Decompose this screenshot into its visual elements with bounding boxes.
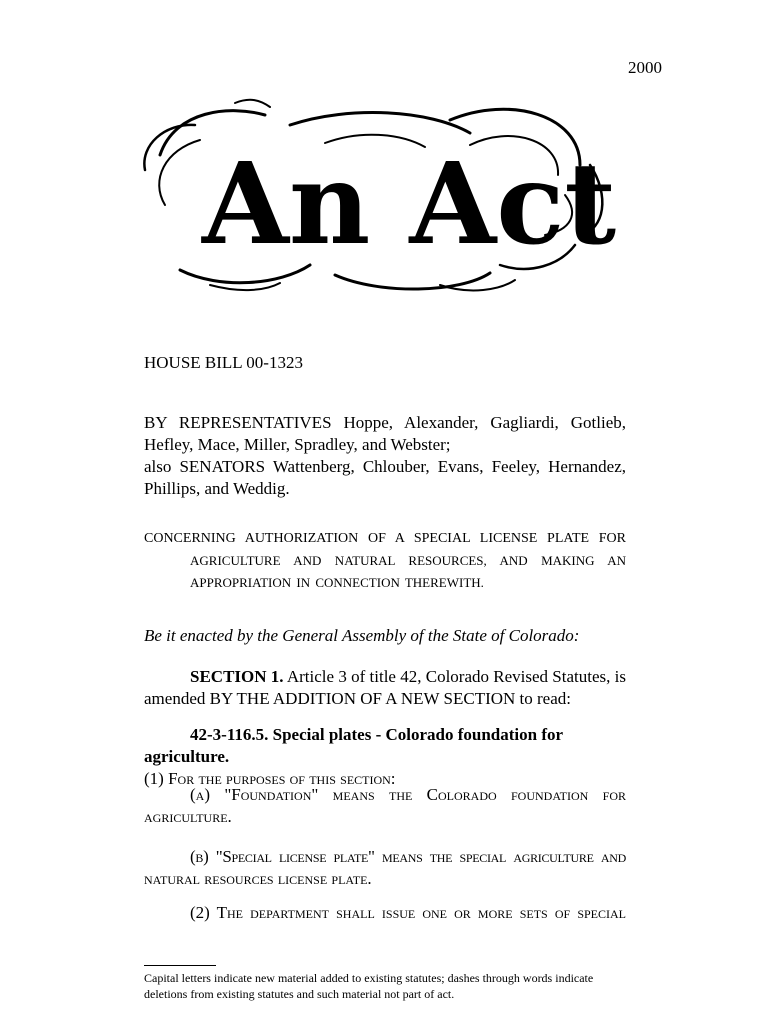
concerning-line-1: CONCERNING AUTHORIZATION OF A SPECIAL LICENSE PLATE FOR (144, 531, 626, 546)
sponsors (144, 412, 626, 500)
concerning-title (144, 528, 626, 594)
bill-number: HOUSE BILL 00-1323 (144, 353, 303, 372)
logo-text: An Act (202, 139, 617, 270)
senators-list: also SENATORS Wattenberg, Chlouber, Evans, Feeley, Hernandez, Phillips, and Weddig. (144, 457, 626, 498)
paragraph-a-line-1: (a) "Foundation" means the Colorado foundation for (190, 785, 626, 804)
subsection-1: (1) For the purposes of this section: (144, 769, 396, 788)
paragraph-b-line-2: natural resources license plate. (144, 869, 372, 888)
section-1-text-1: Article 3 of title 42, Colorado Revised Statutes, is (283, 667, 626, 686)
concerning-line-3: APPROPRIATION IN CONNECTION THEREWITH. (190, 575, 484, 590)
concerning-line-2: AGRICULTURE AND NATURAL RESOURCES, AND MAKING AN (190, 553, 626, 568)
subsection-2-line-1: (2) The department shall issue one or more sets of special (190, 903, 626, 922)
paragraph-b-line-1: (b) "Special license plate" means the special agriculture and (190, 847, 626, 866)
representatives-list: BY REPRESENTATIVES Hoppe, Alexander, Gagliardi, Gotlieb, Hefley, Mace, Miller, Spradley, and Webster; (144, 413, 626, 454)
statute-heading-block (144, 724, 626, 790)
section-1-label: SECTION 1. (190, 667, 284, 686)
paragraph-b (144, 846, 626, 890)
section-1 (144, 666, 626, 710)
statute-heading: 42-3-116.5. Special plates - Colorado foundation for agriculture. (144, 725, 563, 766)
paragraph-a (144, 784, 626, 828)
year-label: 2000 (628, 58, 662, 77)
an-act-logo (140, 95, 620, 305)
footnote-rule (144, 965, 216, 966)
subsection-2 (144, 902, 626, 924)
footnote: Capital letters indicate new material added to existing statutes; dashes through words indicate deletions from existing statutes and such material not part of act. (144, 971, 594, 1001)
section-1-line-2: amended BY THE ADDITION OF A NEW SECTION to read: (144, 689, 571, 708)
section-1-line-1 (144, 666, 626, 688)
paragraph-a-line-2: agriculture. (144, 807, 232, 826)
enacting-clause: Be it enacted by the General Assembly of the State of Colorado: (144, 626, 580, 645)
